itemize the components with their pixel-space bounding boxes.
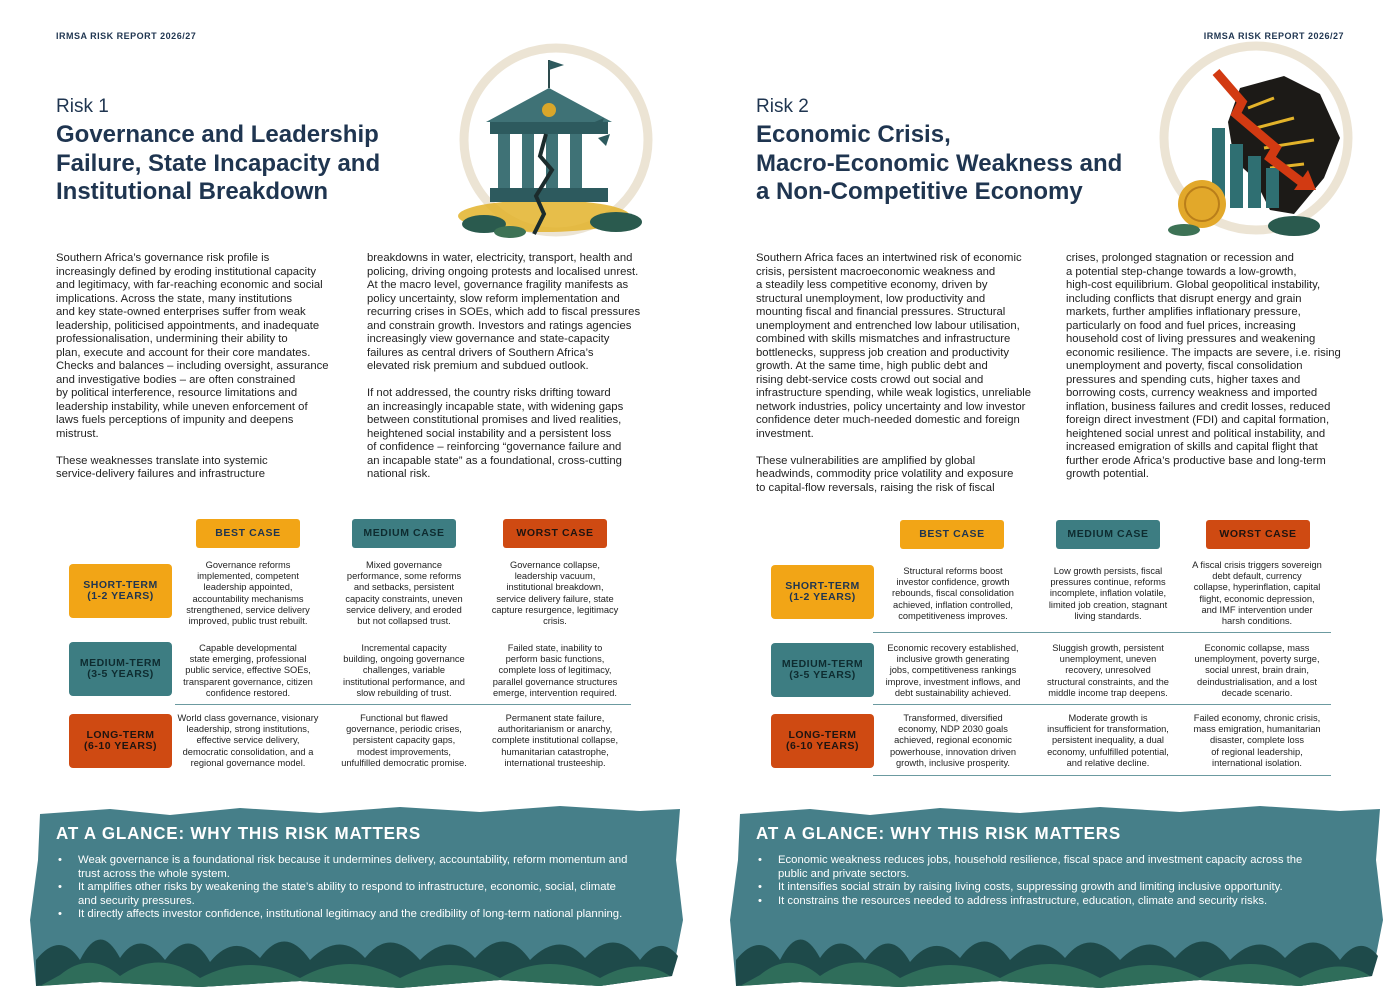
cell-line: and relative decline. [1066, 757, 1150, 768]
cell-line: improved, public trust rebuilt. [188, 616, 308, 627]
cell-line: incomplete, inflation volatile, [1049, 588, 1167, 599]
cell-line: World class governance, visionary [177, 713, 319, 723]
long-term-badge [69, 714, 172, 768]
scenario-cell [880, 713, 1026, 769]
scenario-cell [1035, 643, 1181, 699]
text-line: of confidence – reinforcing “governance failure and [367, 441, 622, 453]
glance-bullet [756, 881, 1356, 895]
risk-title-line: Economic Crisis, [756, 121, 951, 148]
risk-title [56, 121, 436, 207]
cell-line: authoritarianism or anarchy, [497, 724, 613, 735]
row-divider [873, 632, 1331, 633]
cell-line: public service, effective SOEs, [185, 665, 311, 676]
long-term-badge [771, 714, 874, 768]
cell-line: disaster, complete loss [1209, 735, 1305, 746]
text-line: These weaknesses translate into systemic [56, 454, 268, 467]
cell-line: complete loss of legitimacy, [498, 665, 612, 676]
cell-line: harsh conditions. [1221, 616, 1293, 627]
risk-title-line: Institutional Breakdown [56, 178, 329, 205]
cell-line: challenges, variable [362, 665, 446, 676]
cell-line: A fiscal crisis triggers sovereign [1192, 560, 1322, 570]
risk-title [756, 121, 1156, 207]
body-paragraph [756, 455, 1032, 496]
text-line: by political interference, resource limitations and [56, 387, 298, 399]
cell-line: regional governance model. [190, 757, 306, 768]
text-line: high-cost equilibrium. Global geopolitical instability, [1066, 279, 1321, 291]
report-header: IRMSA RISK REPORT 2026/27 [56, 31, 197, 41]
body-paragraph [1066, 252, 1342, 482]
cell-line: Transformed, diversified [903, 713, 1003, 723]
cell-line: middle income trap deepens. [1048, 687, 1168, 698]
text-line: further erode Africa’s productive base and long-term [1066, 454, 1326, 467]
cell-line: competitiveness improves. [898, 610, 1008, 621]
text-line: borrowing costs, currency weakness and imported [1066, 387, 1318, 399]
text-line: policy uncertainty, slow reform implementation and [367, 292, 620, 305]
text-line: heightened social instability and a persistent loss [367, 427, 612, 440]
text-line: laws fuels perceptions of impunity and deepens [56, 414, 294, 426]
risk-title-line: a Non-Competitive Economy [756, 178, 1083, 205]
bullet-line: It directly affects investor confidence, institutional legitimacy and the credibility of long-term national planning. [78, 908, 623, 920]
text-line: between constitutional promises and lived realities, [367, 414, 622, 426]
bullet-line: public and private sectors. [778, 867, 910, 880]
cell-line: achieved, inflation controlled, [893, 599, 1013, 610]
glance-bullet [756, 854, 1356, 881]
cell-line: leadership, strong institutions, [186, 724, 310, 735]
cell-line: Incremental capacity [361, 643, 447, 653]
glance-title: AT A GLANCE: WHY THIS RISK MATTERS [56, 823, 421, 844]
text-line: inflation, business failures and credit losses, reduced [1066, 400, 1331, 413]
cell-line: and setbacks, persistent [353, 582, 455, 593]
text-line: unemployment and poverty, fiscal consolidation [1066, 360, 1303, 372]
cell-line: flight, economic depression, [1199, 593, 1315, 604]
cell-line: Functional but flawed [360, 713, 448, 723]
cell-line: capture resurgence, legitimacy [491, 604, 619, 615]
text-line: network industries, policy uncertainty and low investor [756, 400, 1026, 413]
cell-line: jobs, competitiveness rankings [889, 665, 1017, 676]
bullet-line: Economic weakness reduces jobs, household resilience, fiscal space and investment capacity across the [778, 854, 1303, 866]
cell-line: Capable developmental [199, 643, 297, 653]
scenario-cell [880, 566, 1026, 622]
cell-line: decade scenario. [1221, 687, 1293, 698]
cell-line: recovery, unresolved [1065, 665, 1151, 676]
text-line: an incapable state” as a foundational, cross-cutting [367, 454, 622, 467]
cell-line: Failed state, inability to [507, 643, 603, 653]
text-line: a potential step-change towards a low-growth, [1066, 265, 1297, 278]
text-line: professionalisation, undermining their ability to [56, 333, 288, 345]
body-column-2 [1066, 252, 1342, 495]
cell-line: debt default, currency [1212, 571, 1302, 582]
cell-line: debt sustainability achieved. [894, 687, 1012, 698]
cell-line: capacity constraints, uneven [345, 593, 463, 604]
cell-line: crisis. [543, 616, 567, 627]
text-line: crises, prolonged stagnation or recession and [1066, 252, 1294, 264]
term-label: SHORT-TERM [785, 580, 860, 592]
cell-line: living standards. [1074, 610, 1142, 621]
text-line: rising debt-service costs crowd out social and [756, 373, 984, 386]
cell-line: strengthened, service delivery [186, 604, 310, 615]
cracked-institution-illustration [440, 38, 672, 248]
scenario-cell [482, 713, 628, 769]
cell-line: emerge, intervention required. [492, 687, 618, 698]
best-case-badge: BEST CASE [900, 520, 1004, 549]
text-line: including conflicts that disrupt energy and grain [1066, 292, 1302, 305]
risk-title-line: Governance and Leadership [56, 121, 379, 148]
text-line: an increasingly incapable state, with widening gaps [367, 400, 624, 413]
text-line: growth potential. [1066, 468, 1149, 480]
cell-line: implemented, competent [197, 571, 299, 582]
medium-case-badge: MEDIUM CASE [352, 519, 456, 548]
term-range: (3-5 YEARS) [789, 669, 856, 681]
cell-line: of regional leadership, [1211, 746, 1303, 757]
cell-line: persistent capacity gaps, [352, 735, 456, 746]
text-line: plan, execute and account for their core mandates. [56, 346, 311, 359]
text-line: headwinds, commodity price volatility and exposure [756, 468, 1014, 480]
cell-line: economy, NDP 2030 goals [898, 724, 1008, 735]
cell-line: Moderate growth is [1068, 713, 1148, 723]
cell-line: international isolation. [1212, 757, 1302, 768]
page-risk-2 [700, 0, 1400, 991]
cell-line: Sluggish growth, persistent [1052, 643, 1164, 653]
cell-line: transparent governance, citizen [183, 676, 313, 687]
bullet-line: Weak governance is a foundational risk because it undermines delivery, accountability, reform momentum and [78, 854, 628, 866]
cell-line: growth, inclusive prosperity. [895, 757, 1011, 768]
text-line: increased emigration of skills and capital flight that [1066, 441, 1318, 453]
body-paragraph [756, 252, 1032, 441]
cell-line: institutional breakdown, [506, 582, 604, 593]
cell-line: service delivery, and eroded [346, 604, 462, 615]
cell-line: pressures continue, reforms [1050, 577, 1166, 588]
text-line: Checks and balances – including oversight, assurance [56, 360, 329, 372]
scenario-cell [1184, 643, 1330, 699]
text-line: and key state-owned enterprises suffer from weak [56, 306, 306, 318]
cell-line: investor confidence, growth [896, 577, 1010, 588]
cell-line: achieved, regional economic [894, 735, 1012, 746]
cell-line: building, ongoing governance [343, 654, 465, 665]
text-line: policing, driving ongoing protests and localised unrest. [367, 265, 639, 278]
risk-title-line: Macro-Economic Weakness and [756, 149, 1123, 177]
cell-line: mass emigration, humanitarian [1193, 724, 1321, 735]
risk-title-line: Failure, State Incapacity and [56, 149, 381, 177]
cell-line: powerhouse, innovation driven [889, 746, 1017, 757]
short-term-badge [69, 564, 172, 618]
cell-line: confidence restored. [205, 687, 291, 698]
term-range: (1-2 YEARS) [789, 591, 856, 603]
text-line: leadership, politicised appointments, and inadequate [56, 319, 320, 332]
text-line: These vulnerabilities are amplified by global [756, 454, 976, 467]
cell-line: but not collapsed trust. [357, 616, 451, 627]
term-label: MEDIUM-TERM [781, 658, 864, 670]
text-line: implications. Across the state, many institutions [56, 292, 293, 305]
text-line: service-delivery failures and infrastructure [56, 468, 266, 480]
cell-line: economy, unfulfilled potential, [1047, 746, 1169, 757]
term-label: SHORT-TERM [83, 579, 158, 591]
text-line: pressures and spending cuts, higher taxes and [1066, 373, 1301, 386]
risk-number: Risk 2 [756, 96, 809, 117]
row-divider [873, 775, 1331, 776]
cell-line: state emerging, professional [189, 654, 307, 665]
text-line: economic resilience. The impacts are severe, i.e. rising [1066, 346, 1341, 359]
medium-term-badge [69, 642, 172, 696]
cell-line: international trusteeship. [504, 757, 606, 768]
cell-line: improve, investment inflows, and [885, 676, 1021, 687]
cell-line: social unrest, brain drain, [1205, 665, 1309, 676]
row-divider [175, 704, 631, 705]
term-label: LONG-TERM [86, 729, 155, 741]
cell-line: Low growth persists, fiscal [1053, 566, 1163, 576]
scenario-cell [175, 643, 321, 699]
scenario-cell [1035, 566, 1181, 622]
text-line: household cost of living pressures and weakening [1066, 333, 1316, 345]
scenario-cell [331, 713, 477, 769]
text-line: recurring crises in SOEs, which add to fiscal pressures [367, 306, 641, 318]
bullet-line: It amplifies other risks by weakening the state’s ability to respond to infrastructure, economic, social, climate [78, 881, 616, 893]
cell-line: Mixed governance [366, 560, 442, 570]
glance-title: AT A GLANCE: WHY THIS RISK MATTERS [756, 823, 1121, 844]
cell-line: complete institutional collapse, [491, 735, 619, 746]
scenario-cell [175, 713, 321, 769]
cell-line: Economic recovery established, [887, 643, 1019, 653]
cell-line: democratic consolidation, and a [182, 746, 314, 757]
glance-bullet [756, 895, 1356, 909]
cell-line: deindustrialisation, and a lost [1197, 676, 1317, 687]
scenario-cell [331, 643, 477, 699]
text-line: markets, further amplifies inflationary pressure, [1066, 306, 1301, 318]
cell-line: governance, periodic crises, [346, 724, 462, 735]
text-line: infrastructure spending, while weak logistics, unreliable [756, 387, 1032, 399]
term-range: (1-2 YEARS) [87, 590, 154, 602]
term-label: MEDIUM-TERM [79, 657, 162, 669]
row-divider [873, 704, 1331, 705]
scenario-cell [331, 560, 477, 627]
text-line: increasingly defined by eroding institutional capacity [56, 265, 316, 278]
text-line: mistrust. [56, 427, 99, 440]
cell-line: performance, some reforms [346, 571, 462, 582]
scenario-cell [175, 560, 321, 627]
text-line: breakdowns in water, electricity, transport, health and [367, 252, 633, 264]
text-line: to capital-flow reversals, raising the risk of fiscal [756, 481, 995, 494]
term-label: LONG-TERM [788, 729, 857, 741]
scenario-cell [880, 643, 1026, 699]
text-line: and investigative bodies – are often constrained [56, 373, 296, 386]
cell-line: service delivery failure, state [496, 593, 614, 604]
text-line: unemployment and entrenched low labour utilisation, [756, 319, 1020, 332]
body-column-2 [367, 252, 643, 495]
term-range: (3-5 YEARS) [87, 668, 154, 680]
text-line: leadership instability, while uneven enforcement of [56, 400, 308, 413]
text-line: investment. [756, 427, 814, 440]
cell-line: leadership vacuum, [514, 571, 596, 582]
cell-line: institutional performance, and [343, 676, 465, 687]
text-line: Southern Africa faces an intertwined risk of economic [756, 252, 1022, 264]
scenario-cell [482, 643, 628, 699]
glance-bullet [56, 908, 656, 922]
body-paragraph [56, 252, 332, 441]
body-column-1 [756, 252, 1032, 509]
text-line: heightened social unrest and political instability, and [1066, 427, 1326, 440]
scenario-cell [1184, 713, 1330, 769]
text-line: increasingly view governance and state-capacity [367, 333, 610, 345]
cell-line: Economic collapse, mass [1204, 643, 1310, 653]
glance-bullet [56, 854, 656, 881]
cell-line: and IMF intervention under [1201, 604, 1313, 615]
body-paragraph [367, 252, 643, 374]
term-range: (6-10 YEARS) [786, 740, 859, 752]
cell-line: limited job creation, stagnant [1048, 599, 1168, 610]
economic-decline-illustration [1144, 38, 1364, 248]
cell-line: modest improvements, [356, 746, 452, 757]
cell-line: unemployment, uneven [1059, 654, 1157, 665]
text-line: crisis, persistent macroeconomic weakness and [756, 265, 996, 278]
worst-case-badge: WORST CASE [503, 519, 607, 548]
text-line: particularly on food and fuel prices, increasing [1066, 319, 1296, 332]
bullet-line: It constrains the resources needed to address infrastructure, education, climate and security risks. [778, 894, 1268, 907]
medium-case-badge: MEDIUM CASE [1056, 520, 1160, 549]
cell-line: Governance collapse, [510, 560, 600, 570]
text-line: failures as central drivers of Southern Africa’s [367, 346, 594, 359]
cell-line: perform basic functions, [505, 654, 605, 665]
text-line: If not addressed, the country risks drifting toward [367, 387, 611, 399]
bullet-line: trust across the whole system. [78, 867, 230, 880]
cell-line: collapse, hyperinflation, capital [1193, 582, 1321, 593]
body-column-1 [56, 252, 332, 495]
cell-line: insufficient for transformation, [1047, 724, 1169, 735]
cell-line: rebounds, fiscal consolidation [892, 588, 1014, 599]
scenario-cell [1184, 560, 1330, 627]
cell-line: humanitarian catastrophe, [501, 746, 609, 757]
cell-line: inclusive growth generating [896, 654, 1010, 665]
scenario-cell [482, 560, 628, 627]
cell-line: unemployment, poverty surge, [1194, 654, 1320, 665]
term-range: (6-10 YEARS) [84, 740, 157, 752]
short-term-badge [771, 565, 874, 619]
glance-bullet-list [56, 854, 656, 922]
text-line: growth. At the same time, high public debt and [756, 360, 988, 372]
bullet-line: and security pressures. [78, 894, 195, 907]
cell-line: Structural reforms boost [903, 566, 1003, 576]
cell-line: Governance reforms [205, 560, 291, 570]
worst-case-badge: WORST CASE [1206, 520, 1310, 549]
cell-line: Permanent state failure, [505, 713, 605, 723]
text-line: and legitimacy, with far-reaching economic and social [56, 279, 323, 291]
cell-line: slow rebuilding of trust. [356, 687, 452, 698]
text-line: national risk. [367, 468, 431, 480]
report-header: IRMSA RISK REPORT 2026/27 [1203, 31, 1344, 41]
glance-bullet-list [756, 854, 1356, 908]
medium-term-badge [771, 643, 874, 697]
bullet-line: It intensifies social strain by raising living costs, suppressing growth and limiting inclusive opportunity. [778, 881, 1283, 893]
cell-line: effective service delivery, [196, 735, 300, 746]
cell-line: persistent inequality, a dual [1052, 735, 1164, 746]
risk-number: Risk 1 [56, 96, 109, 117]
text-line: structural unemployment, low productivity and [756, 292, 986, 305]
cell-line: unfulfilled democratic promise. [341, 757, 467, 768]
scenario-cell [1035, 713, 1181, 769]
text-line: foreign direct investment (FDI) and capital formation, [1066, 414, 1330, 426]
body-paragraph [367, 387, 643, 482]
cell-line: accountability mechanisms [192, 593, 304, 604]
body-paragraph [56, 455, 332, 482]
cell-line: parallel governance structures [492, 676, 618, 687]
text-line: confidence deter much-needed domestic and foreign [756, 414, 1020, 426]
text-line: elevated risk premium and subdued outlook. [367, 360, 589, 372]
text-line: combined with skills mismatches and infrastructure [756, 333, 1011, 345]
glance-bullet [56, 881, 656, 908]
best-case-badge: BEST CASE [196, 519, 300, 548]
cell-line: leadership appointed, [203, 582, 293, 593]
cell-line: structural constraints, and the [1047, 676, 1169, 687]
text-line: a steadily less competitive economy, driven by [756, 279, 988, 291]
text-line: mounting fiscal and financial pressures. Structural [756, 306, 1006, 318]
text-line: Southern Africa’s governance risk profile is [56, 252, 270, 264]
text-line: bottlenecks, suppress job creation and productivity [756, 346, 1010, 359]
cell-line: Failed economy, chronic crisis, [1193, 713, 1321, 723]
text-line: and constrain growth. Investors and ratings agencies [367, 319, 632, 332]
text-line: At the macro level, governance fragility manifests as [367, 279, 629, 291]
